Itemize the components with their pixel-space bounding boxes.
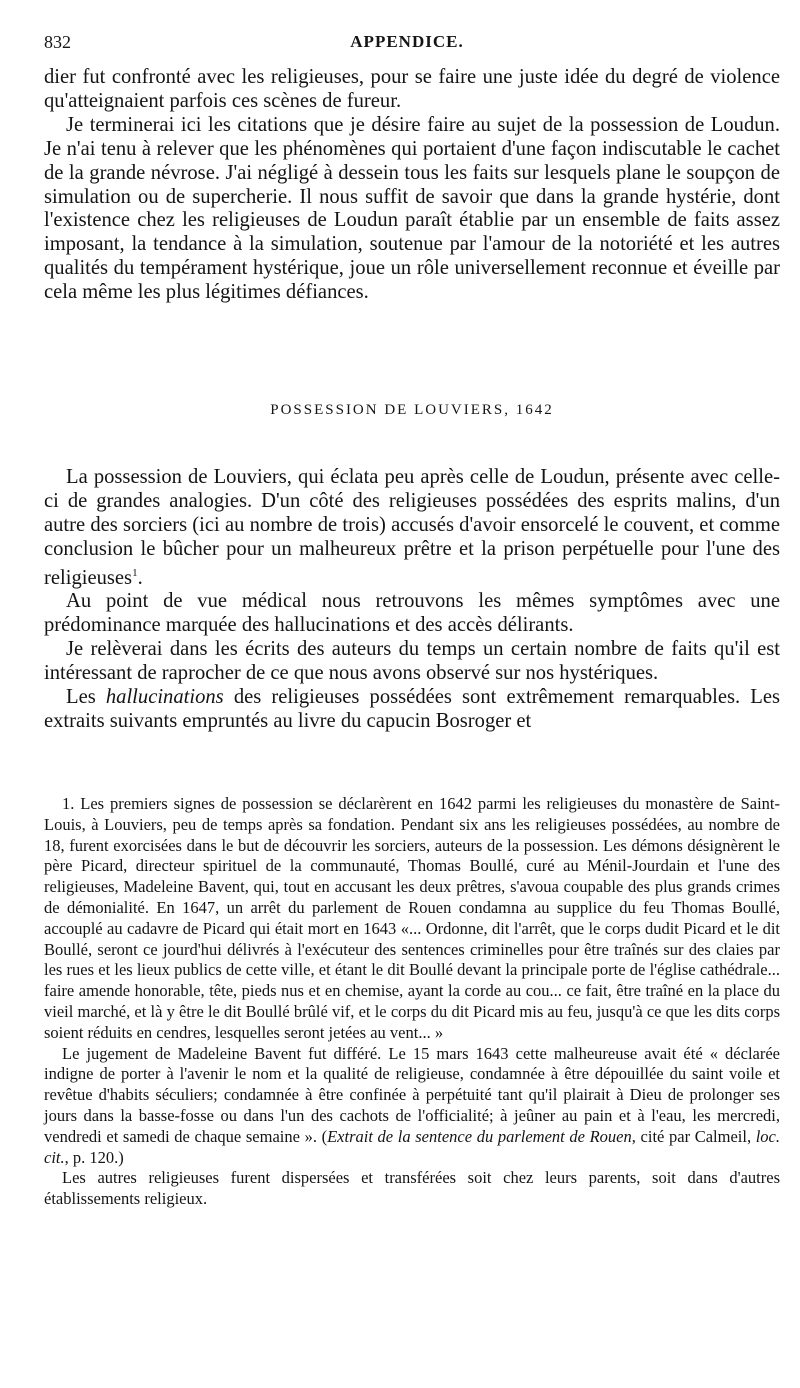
footnote-text: , p. 120.) (64, 1147, 124, 1167)
emphasis: hallucinations (105, 686, 224, 709)
section-text (44, 466, 780, 734)
paragraph-text: La possession de Louviers, qui éclata peu après celle de Loudun, présente avec celle-ci de grandes analogies. D'un côté des religieuses possédées des esprits malins, d'un autre des sorciers (ici au nombre de trois) accusés d'avoir ensorcelé le couvent, et comme conclusion le bûcher pour un malheureux prêtre et la prison perpétuelle pour l'une des religieuses (44, 466, 780, 589)
footnote: 1. Les premiers signes de possession se déclarèrent en 1642 parmi les religieuses du monastère de Saint-Louis, à Louviers, peu de temps après sa fondation. Pendant six ans les religieuses possédées, au nombre de 18, furent exorcisées dans le but de découvrir les sorciers, auteurs de la possession. Les démons désignèrent le père Picard, directeur spirituel de la communauté, Thomas Boullé, curé au Ménil-Jourdain et l'une des religieuses, Madeleine Bavent, qui, tout en accusant les deux prêtres, s'avoua coupable des plus grands crimes de démonialité. En 1647, un arrêt du parlement de Rouen condamna au supplice du feu Thomas Boullé, accouplé au cadavre de Picard qui était mort en 1643 «... Ordonne, dit l'arrêt, que le corps dudit Picard et le dit Boullé, seront ce jourd'hui délivrés à l'exécuteur des sentences criminelles pour être traînés sur des claies par les rues et les lieux publics de cette ville, et étant le dit Boullé devant la principale porte de l'église cathédrale... faire amende honorable, tête, pieds nus et en chemise, ayant la corde au cou... ce fait, être traîné en la place du vieil marché, et là y être le dit Boullé brûlé vif, et le corps du dit Picard mis au feu, jusqu'à ce que les dits corps soient réduits en cendres, lesquelles seront jetées au vent... » (44, 794, 780, 1042)
page-header (44, 30, 770, 56)
paragraph (44, 686, 780, 734)
paragraph-text: Les (66, 686, 106, 709)
section-title: POSSESSION DE LOUVIERS, 1642 (270, 402, 554, 418)
footnote-text: , cité par Calmeil, (631, 1126, 756, 1146)
paragraph: dier fut confronté avec les religieuses, pour se faire une juste idée du degré de violence qu'atteignaient parfois ces scènes de fureur. (44, 66, 780, 112)
paragraph-text: des religieuses possédées sont extrêmement remarquables. Les extraits suivants empruntés au livre du capucin Bosroger et (44, 686, 780, 732)
emphasis: loc. cit. (44, 1126, 781, 1167)
paragraph (44, 466, 780, 590)
footnote-ref: 1 (132, 566, 138, 579)
paragraph-end: . (137, 566, 143, 589)
intro-text (44, 66, 780, 305)
paragraph: Je terminerai ici les citations que je désire faire au sujet de la possession de Loudun. Je n'ai tenu à relever que les phénomènes qui portaient d'une façon indiscutable le cachet de la grande névrose. J'ai négligé à dessein tous les faits sur lesquels plane le soupçon de simulation ou de supercherie. Il nous suffit de savoir que dans la grande hystérie, dont l'existence chez les religieuses de Loudun paraît établie par un ensemble de faits assez imposant, la tendance à la simulation, soutenue par l'amour de la notoriété et les autres qualités du tempérament hystérique, joue un rôle universellement reconnue et éveille par cela même les plus légitimes défiances. (44, 113, 780, 304)
paragraph: Je relèverai dans les écrits des auteurs du temps un certain nombre de faits qu'il est intéressant de raprocher de ce que nous avons observé sur nos hystériques. (44, 638, 780, 685)
footnotes (44, 794, 780, 1210)
page-number: 832 (44, 32, 71, 52)
footnote-text: Le jugement de Madeleine Bavent fut différé. Le 15 mars 1643 cette malheureuse avait été « déclarée indigne de porter à l'avenir le nom et la qualité de religieuse, condamnée à être dépouillée du saint voile et revêtue d'habits séculiers; condamnée à être confinée à perpétuité tant qu'il plairait à Dieu de prolonger ses jours dans la basse-fosse ou dans l'un des cachots de l'officialité; à jeûner au pain et à l'eau, les mercredi, vendredi et samedi de chaque semaine ». ( (44, 1043, 780, 1146)
footnote: Les autres religieuses furent dispersées et transférées soit chez leurs parents, soit dans d'autres établissements religieux. (44, 1168, 780, 1209)
running-title: APPENDICE. (350, 32, 464, 51)
paragraph: Au point de vue médical nous retrouvons les mêmes symptômes avec une prédominance marquée des hallucinations et des accès délirants. (44, 590, 780, 637)
footnote (44, 1044, 780, 1169)
emphasis: Extrait de la sentence du parlement de Rouen (327, 1126, 632, 1146)
